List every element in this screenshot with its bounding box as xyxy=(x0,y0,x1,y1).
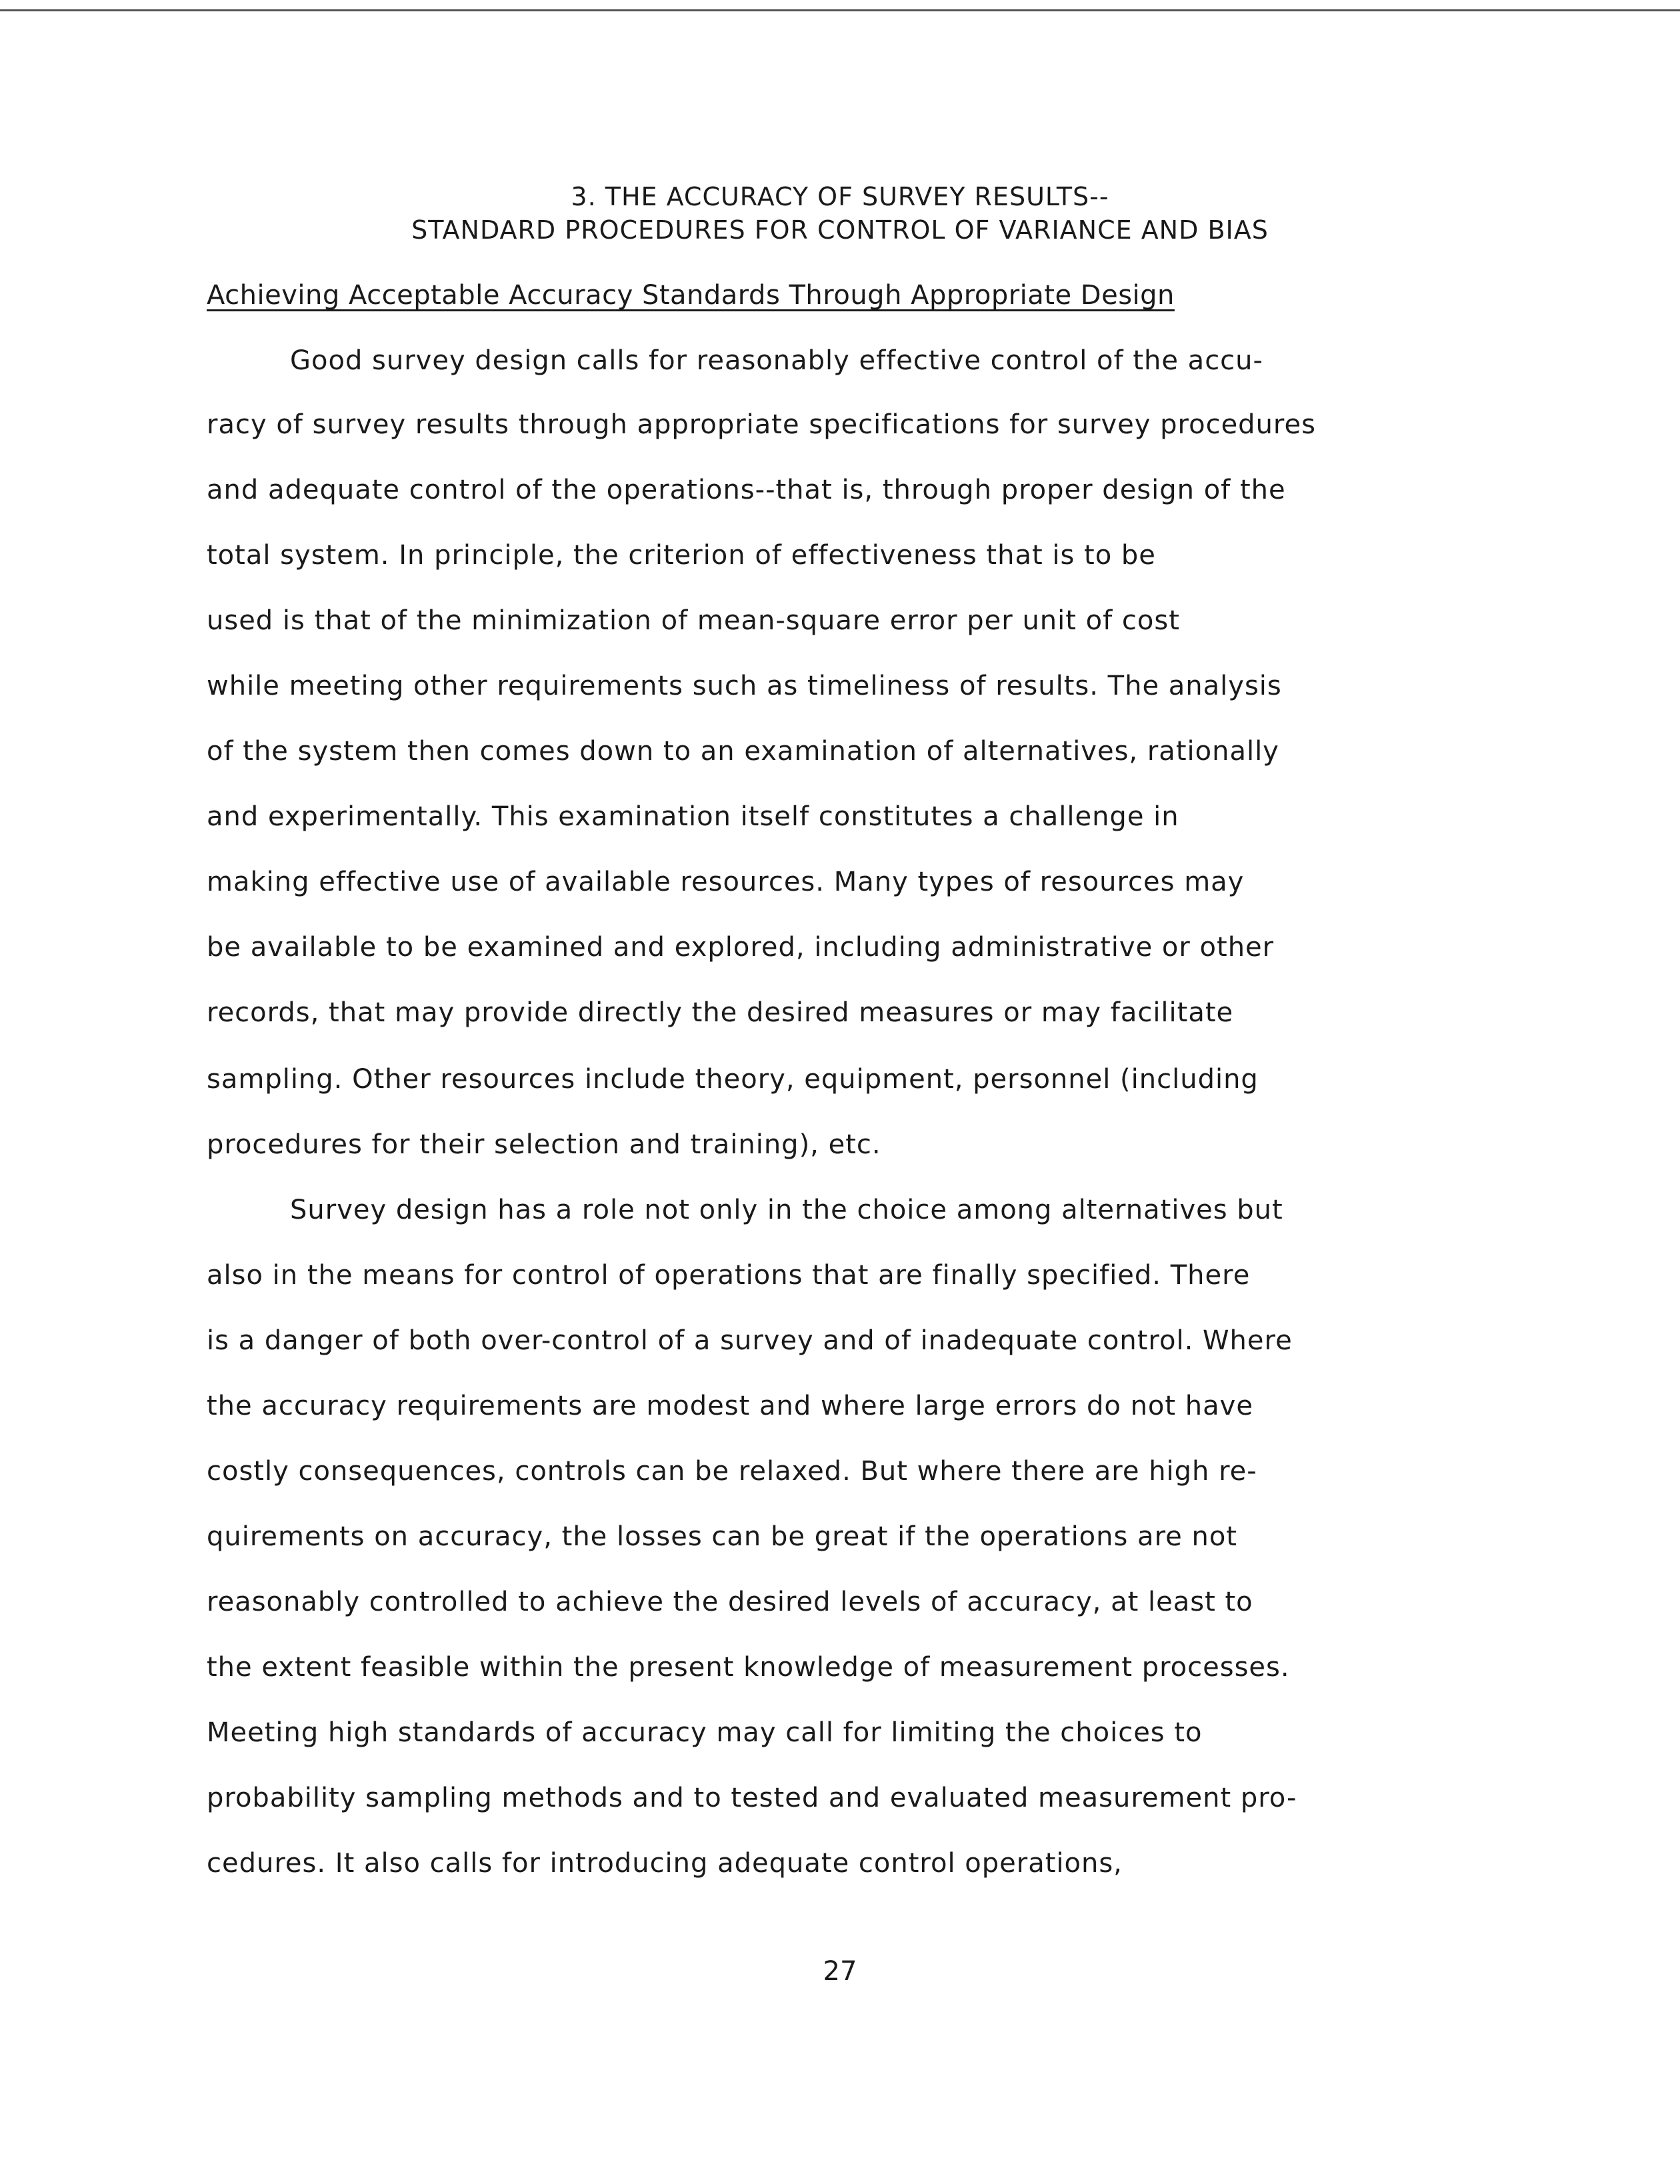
paragraph-1-line: and adequate control of the operations--that is, through proper design of the xyxy=(207,475,1286,505)
paragraph-2-line: cedures. It also calls for introducing adequate control operations, xyxy=(207,1848,1123,1879)
paragraph-2-line: reasonably controlled to achieve the desired levels of accuracy, at least to xyxy=(207,1587,1253,1617)
paragraph-2-line: Survey design has a role not only in the choice among alternatives but xyxy=(290,1195,1283,1225)
paragraph-2-line: the extent feasible within the present knowledge of measurement processes. xyxy=(207,1652,1290,1683)
paragraph-1-line: while meeting other requirements such as timeliness of results. The analysis xyxy=(207,671,1282,701)
paragraph-2-line: Meeting high standards of accuracy may call for limiting the choices to xyxy=(207,1717,1203,1748)
paragraph-1-line: used is that of the minimization of mean-square error per unit of cost xyxy=(207,605,1180,636)
paragraph-1-line: be available to be examined and explored, including administrative or other xyxy=(207,932,1275,963)
paragraph-2-line: the accuracy requirements are modest and where large errors do not have xyxy=(207,1391,1253,1421)
paragraph-2-line: quirements on accuracy, the losses can be great if the operations are not xyxy=(207,1521,1237,1552)
paragraph-1-line: procedures for their selection and training), etc. xyxy=(207,1129,881,1160)
paragraph-1-line: total system. In principle, the criterion of effectiveness that is to be xyxy=(207,540,1156,571)
paragraph-1-line: of the system then comes down to an examination of alternatives, rationally xyxy=(207,736,1279,767)
paragraph-2-line: is a danger of both over-control of a survey and of inadequate control. Where xyxy=(207,1325,1293,1356)
paragraph-2-line: also in the means for control of operations that are finally specified. There xyxy=(207,1260,1251,1291)
paragraph-1-line: racy of survey results through appropriate specifications for survey procedures xyxy=(207,409,1316,440)
paragraph-2-line: costly consequences, controls can be relaxed. But where there are high re- xyxy=(207,1456,1257,1487)
paragraph-1-line: sampling. Other resources include theory, equipment, personnel (including xyxy=(207,1064,1259,1095)
top-border-rule xyxy=(0,9,1680,11)
paragraph-2-line: probability sampling methods and to tested and evaluated measurement pro- xyxy=(207,1783,1297,1813)
paragraph-1-line: records, that may provide directly the desired measures or may facilitate xyxy=(207,997,1234,1028)
chapter-title-line-1: 3. THE ACCURACY OF SURVEY RESULTS-- xyxy=(571,182,1109,211)
page-number: 27 xyxy=(823,1956,857,1987)
paragraph-1-line: Good survey design calls for reasonably effective control of the accu- xyxy=(290,345,1263,376)
chapter-title-line-2: STANDARD PROCEDURES FOR CONTROL OF VARIANCE AND BIAS xyxy=(411,215,1269,245)
paragraph-1-line: and experimentally. This examination itself constitutes a challenge in xyxy=(207,801,1179,832)
paragraph-1-line: making effective use of available resources. Many types of resources may xyxy=(207,867,1245,897)
section-heading: Achieving Acceptable Accuracy Standards Through Appropriate Design xyxy=(207,280,1175,311)
